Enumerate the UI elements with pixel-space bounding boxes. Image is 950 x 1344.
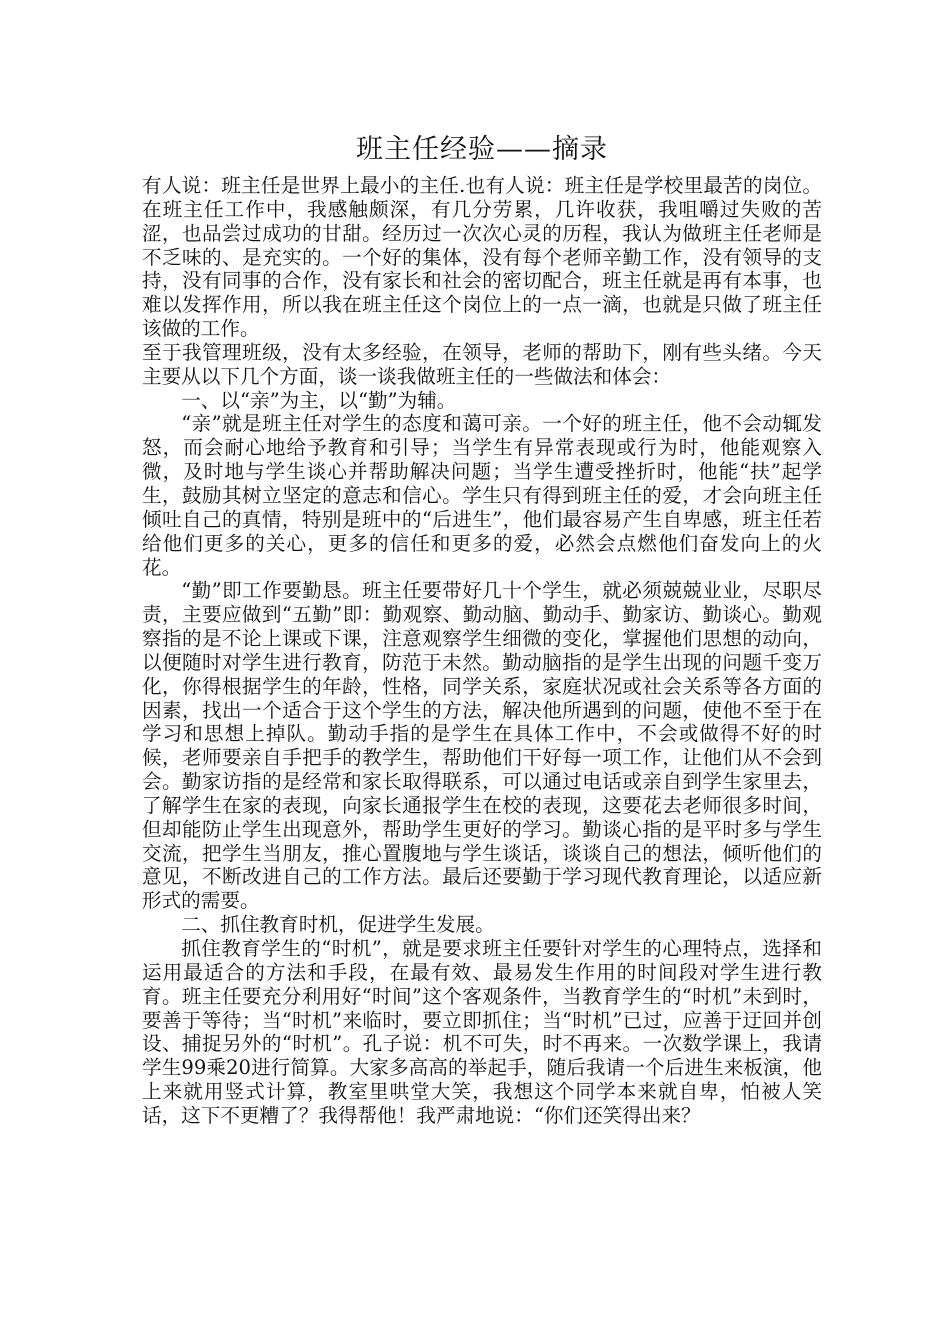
paragraph-qin: “亲”就是班主任对学生的态度和蔼可亲。一个好的班主任，他不会动辄发怒，而会耐心地给予教育和引导；当学生有异常表现或行为时，他能观察入微，及时地与学生谈心并帮助解决问题；当学生遭受挫折时，他能“扶”起学生，鼓励其树立坚定的意志和信心。学生只有得到班主任的爱，才会向班主任倾吐自己的真情，特别是班中的“后进生”，他们最容易产生自卑感，班主任若给他们更多的关心，更多的信任和更多的爱，必然会点燃他们奋发向上的火花。 bbox=[142, 412, 822, 579]
document-page bbox=[142, 130, 822, 1128]
paragraph-timing: 抓住教育学生的“时机”，就是要求班主任要针对学生的心理特点，选择和运用最适合的方法和手段，在最有效、最易发生作用的时间段对学生进行教育。班主任要充分利用好“时间”这个客观条件，当教育学生的“时机”未到时，要善于等待；当“时机”来临时，要立即抓住；当“时机”已过，应善于迂回并创设、捕捉另外的“时机”。孔子说：机不可失，时不再来。一次数学课上，我请学生99乘20进行简算。大家多高高的举起手，随后我请一个后进生来板演，他上来就用竖式计算，教室里哄堂大笑，我想这个同学本来就自卑，怕被人笑话，这下不更糟了？我得帮他！我严肃地说：“你们还笑得出来？ bbox=[142, 937, 822, 1127]
section-heading-2: 二、抓住教育时机，促进学生发展。 bbox=[181, 913, 495, 937]
paragraph-qin-diligence: “勤”即工作要勤恳。班主任要带好几十个学生，就必须兢兢业业，尽职尽责，主要应做到“五勤”即：勤观察、勤动脑、勤动手、勤家访、勤谈心。勤观察指的是不论上课或下课，注意观察学生细微的变化，掌握他们思想的动向，以便随时对学生进行教育，防范于未然。勤动脑指的是学生出现的问题千变万化，你得根据学生的年龄，性格，同学关系，家庭状况或社会关系等各方面的因素，找出一个适合于这个学生的方法，解决他所遇到的问题，使他不至于在学习和思想上掉队。勤动手指的是学生在具体工作中，不会或做得不好的时候，老师要亲自手把手的教学生，帮助他们干好每一项工作，让他们从不会到会。勤家访指的是经常和家长取得联系，可以通过电话或亲自到学生家里去，了解学生在家的表现，向家长通报学生在校的表现，这要花去老师很多时间，但却能防止学生出现意外，帮助学生更好的学习。勤谈心指的是平时多与学生交流，把学生当朋友，推心置腹地与学生谈话，谈谈自己的想法，倾听他们的意见，不断改进自己的工作方法。最后还要勤于学习现代教育理论，以适应新形式的需要。 bbox=[142, 579, 822, 913]
document-title: 班主任经验——摘录 bbox=[356, 134, 608, 165]
paragraph-overview: 至于我管理班级，没有太多经验，在领导，老师的帮助下，刚有些头绪。今天主要从以下几个方面，谈一谈我做班主任的一些做法和体会： bbox=[142, 340, 822, 388]
paragraph-intro: 有人说：班主任是世界上最小的主任.也有人说：班主任是学校里最苦的岗位。在班主任工作中，我感触颇深，有几分劳累，几许收获，我咀嚼过失败的苦涩，也品尝过成功的甘甜。经历过一次次心灵的历程，我认为做班主任老师是不乏味的、是充实的。一个好的集体，没有每个老师辛勤工作，没有领导的支持，没有同事的合作，没有家长和社会的密切配合，班主任就是再有本事，也难以发挥作用，所以我在班主任这个岗位上的一点一滴，也就是只做了班主任该做的工作。 bbox=[142, 174, 822, 341]
section-heading-1: 一、以“亲”为主，以“勤”为辅。 bbox=[181, 388, 457, 412]
